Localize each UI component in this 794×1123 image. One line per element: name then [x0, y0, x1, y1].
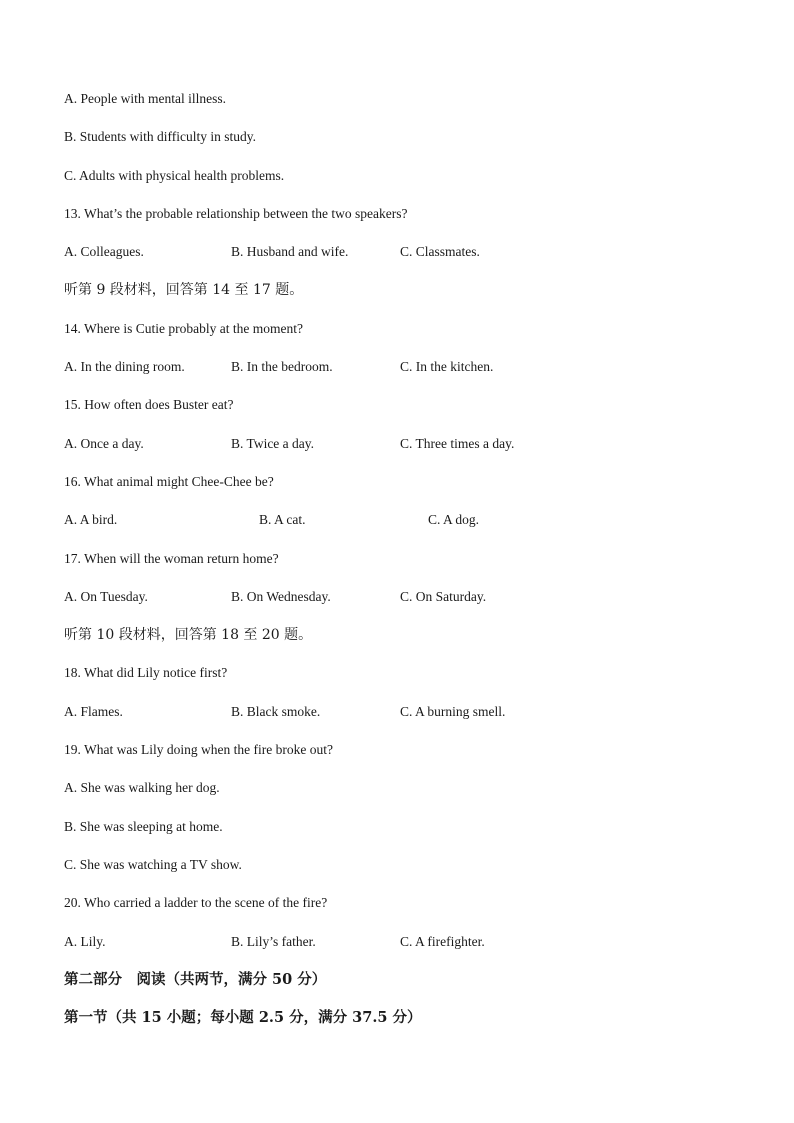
q18-option-a: A. Flames. [64, 703, 123, 719]
q13-question: 13. What’s the probable relationship between the two speakers? [64, 205, 408, 221]
q14-options [64, 356, 744, 394]
q13-options [64, 241, 744, 279]
q16-options [64, 509, 744, 547]
q18-option-b: B. Black smoke. [231, 703, 321, 719]
q15-option-c: C. Three times a day. [400, 435, 515, 451]
q20-question: 20. Who carried a ladder to the scene of the fire? [64, 895, 328, 911]
section-10-instruction: 听第 10 段材料，回答第 18 至 20 题。 [64, 627, 313, 644]
q13-option-c: C. Classmates. [400, 244, 480, 260]
q19-option-b: B. She was sleeping at home. [64, 818, 223, 834]
q14-option-a: A. In the dining room. [64, 359, 185, 375]
q14-option-b: B. In the bedroom. [231, 359, 333, 375]
q17-option-a: A. On Tuesday. [64, 588, 148, 604]
q17-option-b: B. On Wednesday. [231, 588, 331, 604]
document-page [64, 88, 744, 1045]
section-9-instruction: 听第 9 段材料，回答第 14 至 17 题。 [64, 282, 304, 299]
q19-option-c: C. She was watching a TV show. [64, 856, 242, 872]
q14-question: 14. Where is Cutie probably at the moment? [64, 320, 303, 336]
q16-option-a: A. A bird. [64, 512, 118, 528]
q16-option-b: B. A cat. [259, 512, 306, 528]
q20-option-b: B. Lily’s father. [231, 933, 316, 949]
q19-question: 19. What was Lily doing when the fire broke out? [64, 742, 333, 758]
section-one-heading: 第一节（共 15 小题；每小题 2.5 分，满分 37.5 分） [64, 1009, 422, 1027]
q15-question: 15. How often does Buster eat? [64, 397, 234, 413]
q17-options [64, 586, 744, 624]
q18-question: 18. What did Lily notice first? [64, 665, 228, 681]
q20-options [64, 931, 744, 969]
q19-option-a: A. She was walking her dog. [64, 780, 220, 796]
q17-question: 17. When will the woman return home? [64, 550, 279, 566]
q16-option-c: C. A dog. [428, 512, 480, 528]
q15-option-b: B. Twice a day. [231, 435, 315, 451]
q12-option-b: B. Students with difficulty in study. [64, 129, 257, 145]
q13-option-b: B. Husband and wife. [231, 244, 349, 260]
q13-option-a: A. Colleagues. [64, 244, 144, 260]
q14-option-c: C. In the kitchen. [400, 359, 494, 375]
q20-option-a: A. Lily. [64, 933, 106, 949]
q15-options [64, 433, 744, 471]
q18-options [64, 701, 744, 739]
q20-option-c: C. A firefighter. [400, 933, 485, 949]
q15-option-a: A. Once a day. [64, 435, 144, 451]
q12-option-c: C. Adults with physical health problems. [64, 167, 285, 183]
q17-option-c: C. On Saturday. [400, 588, 487, 604]
q16-question: 16. What animal might Chee-Chee be? [64, 473, 274, 489]
q18-option-c: C. A burning smell. [400, 703, 506, 719]
q12-option-a: A. People with mental illness. [64, 91, 226, 106]
part-two-heading: 第二部分 阅读（共两节，满分 50 分） [64, 970, 327, 988]
